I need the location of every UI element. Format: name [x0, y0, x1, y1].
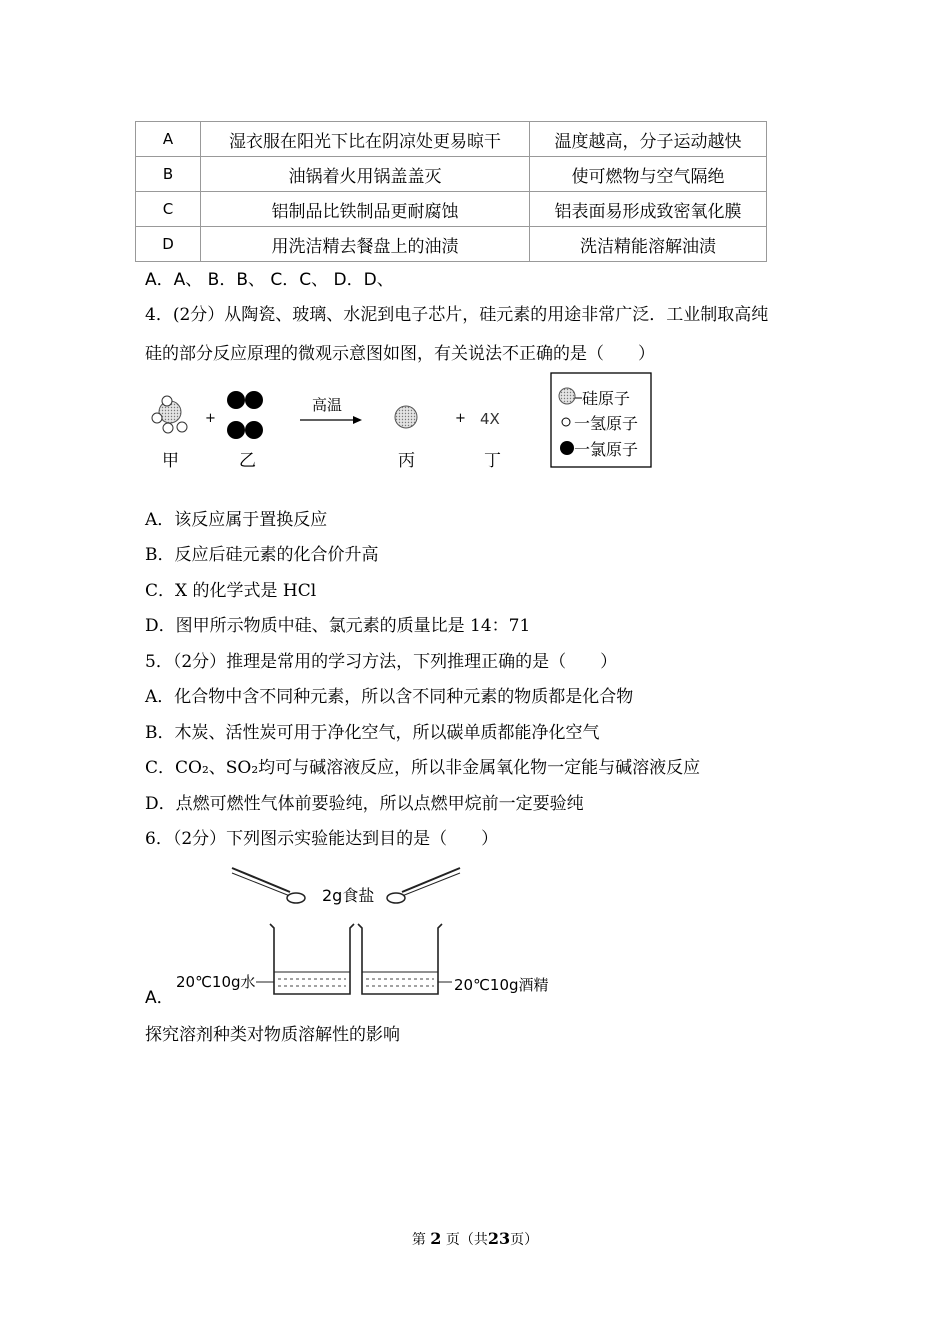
page-footer — [0, 1229, 950, 1249]
legend-chlorine: 一氯原子 — [574, 440, 639, 459]
q4-option-a: A．该反应属于置换反应 — [145, 510, 328, 530]
product-x: 4X — [480, 410, 500, 428]
row-key: C — [136, 192, 201, 227]
footer-mid: 页（共 — [445, 1232, 488, 1248]
right-spoon — [387, 868, 460, 903]
footer-post: 页） — [510, 1232, 539, 1248]
q4-option-d: D．图甲所示物质中硅、氯元素的质量比是 14：71 — [145, 616, 531, 636]
label-ding: 丁 — [484, 451, 501, 471]
table-row — [136, 227, 767, 262]
q4-option-c: C．X 的化学式是 HCl — [145, 581, 317, 601]
q5-option-b: B．木炭、活性炭可用于净化空气，所以碳单质都能净化空气 — [145, 723, 600, 743]
row-explanation: 洗洁精能溶解油渍 — [530, 227, 767, 262]
label-bing: 丙 — [398, 451, 415, 471]
table-row — [136, 157, 767, 192]
row-key: A — [136, 122, 201, 157]
row-phenomenon: 铝制品比铁制品更耐腐蚀 — [201, 192, 530, 227]
row-explanation: 使可燃物与空气隔绝 — [530, 157, 767, 192]
silicon-atom — [395, 406, 417, 428]
table-row — [136, 122, 767, 157]
footer-pre: 第 — [411, 1232, 426, 1248]
silane-molecule — [152, 396, 187, 433]
plus-sign: + — [455, 411, 466, 426]
q6-option-a-label: A． — [145, 988, 174, 1008]
q5-option-a: A．化合物中含不同种元素，所以含不同种元素的物质都是化合物 — [145, 687, 634, 707]
row-phenomenon: 湿衣服在阳光下比在阴凉处更易晾干 — [201, 122, 530, 157]
chlorine-molecules — [227, 391, 263, 439]
condition-label: 高温 — [312, 396, 343, 414]
label-yi: 乙 — [239, 451, 256, 471]
q6-option-a-text: 探究溶剂种类对物质溶解性的影响 — [145, 1025, 400, 1045]
solubility-diagram — [170, 862, 550, 1002]
legend-hydrogen: 一氢原子 — [574, 414, 639, 433]
legend-silicon: 硅原子 — [582, 389, 631, 408]
left-beaker-label: 20℃10g水 — [176, 973, 256, 991]
right-beaker-label: 20℃10g酒精 — [454, 976, 549, 994]
options-table — [135, 121, 767, 262]
row-explanation: 温度越高，分子运动越快 — [530, 122, 767, 157]
row-key: D — [136, 227, 201, 262]
q3-choices: A．A、 B．B、 C．C、 D．D、 — [145, 270, 394, 290]
reaction-diagram — [140, 370, 660, 475]
legend — [551, 373, 651, 467]
q6-stem: 6．（2分）下列图示实验能达到目的是（ ） — [145, 829, 499, 849]
footer-total: 23 — [487, 1229, 511, 1248]
row-phenomenon: 油锅着火用锅盖盖灭 — [201, 157, 530, 192]
right-beaker — [358, 924, 442, 994]
left-beaker — [270, 924, 354, 994]
label-jia: 甲 — [162, 451, 179, 471]
left-spoon — [232, 868, 305, 903]
row-phenomenon: 用洗洁精去餐盘上的油渍 — [201, 227, 530, 262]
q4-stem-line2: 硅的部分反应原理的微观示意图如图，有关说法不正确的是（ ） — [145, 344, 655, 364]
q5-option-c: C．CO₂、SO₂均可与碱溶液反应，所以非金属氧化物一定能与碱溶液反应 — [145, 758, 701, 778]
row-key: B — [136, 157, 201, 192]
row-explanation: 铝表面易形成致密氧化膜 — [530, 192, 767, 227]
q4-option-b: B．反应后硅元素的化合价升高 — [145, 545, 379, 565]
table-row — [136, 192, 767, 227]
salt-label: 2g食盐 — [322, 886, 375, 905]
arrow-head — [353, 416, 362, 424]
q4-stem-line1: 4．(2分）从陶瓷、玻璃、水泥到电子芯片，硅元素的用途非常广泛．工业制取高纯 — [145, 305, 769, 325]
q5-stem: 5．（2分）推理是常用的学习方法，下列推理正确的是（ ） — [145, 652, 618, 672]
q5-option-d: D．点燃可燃性气体前要验纯，所以点燃甲烷前一定要验纯 — [145, 794, 584, 814]
plus-sign: + — [205, 411, 216, 426]
footer-page: 2 — [430, 1229, 442, 1248]
